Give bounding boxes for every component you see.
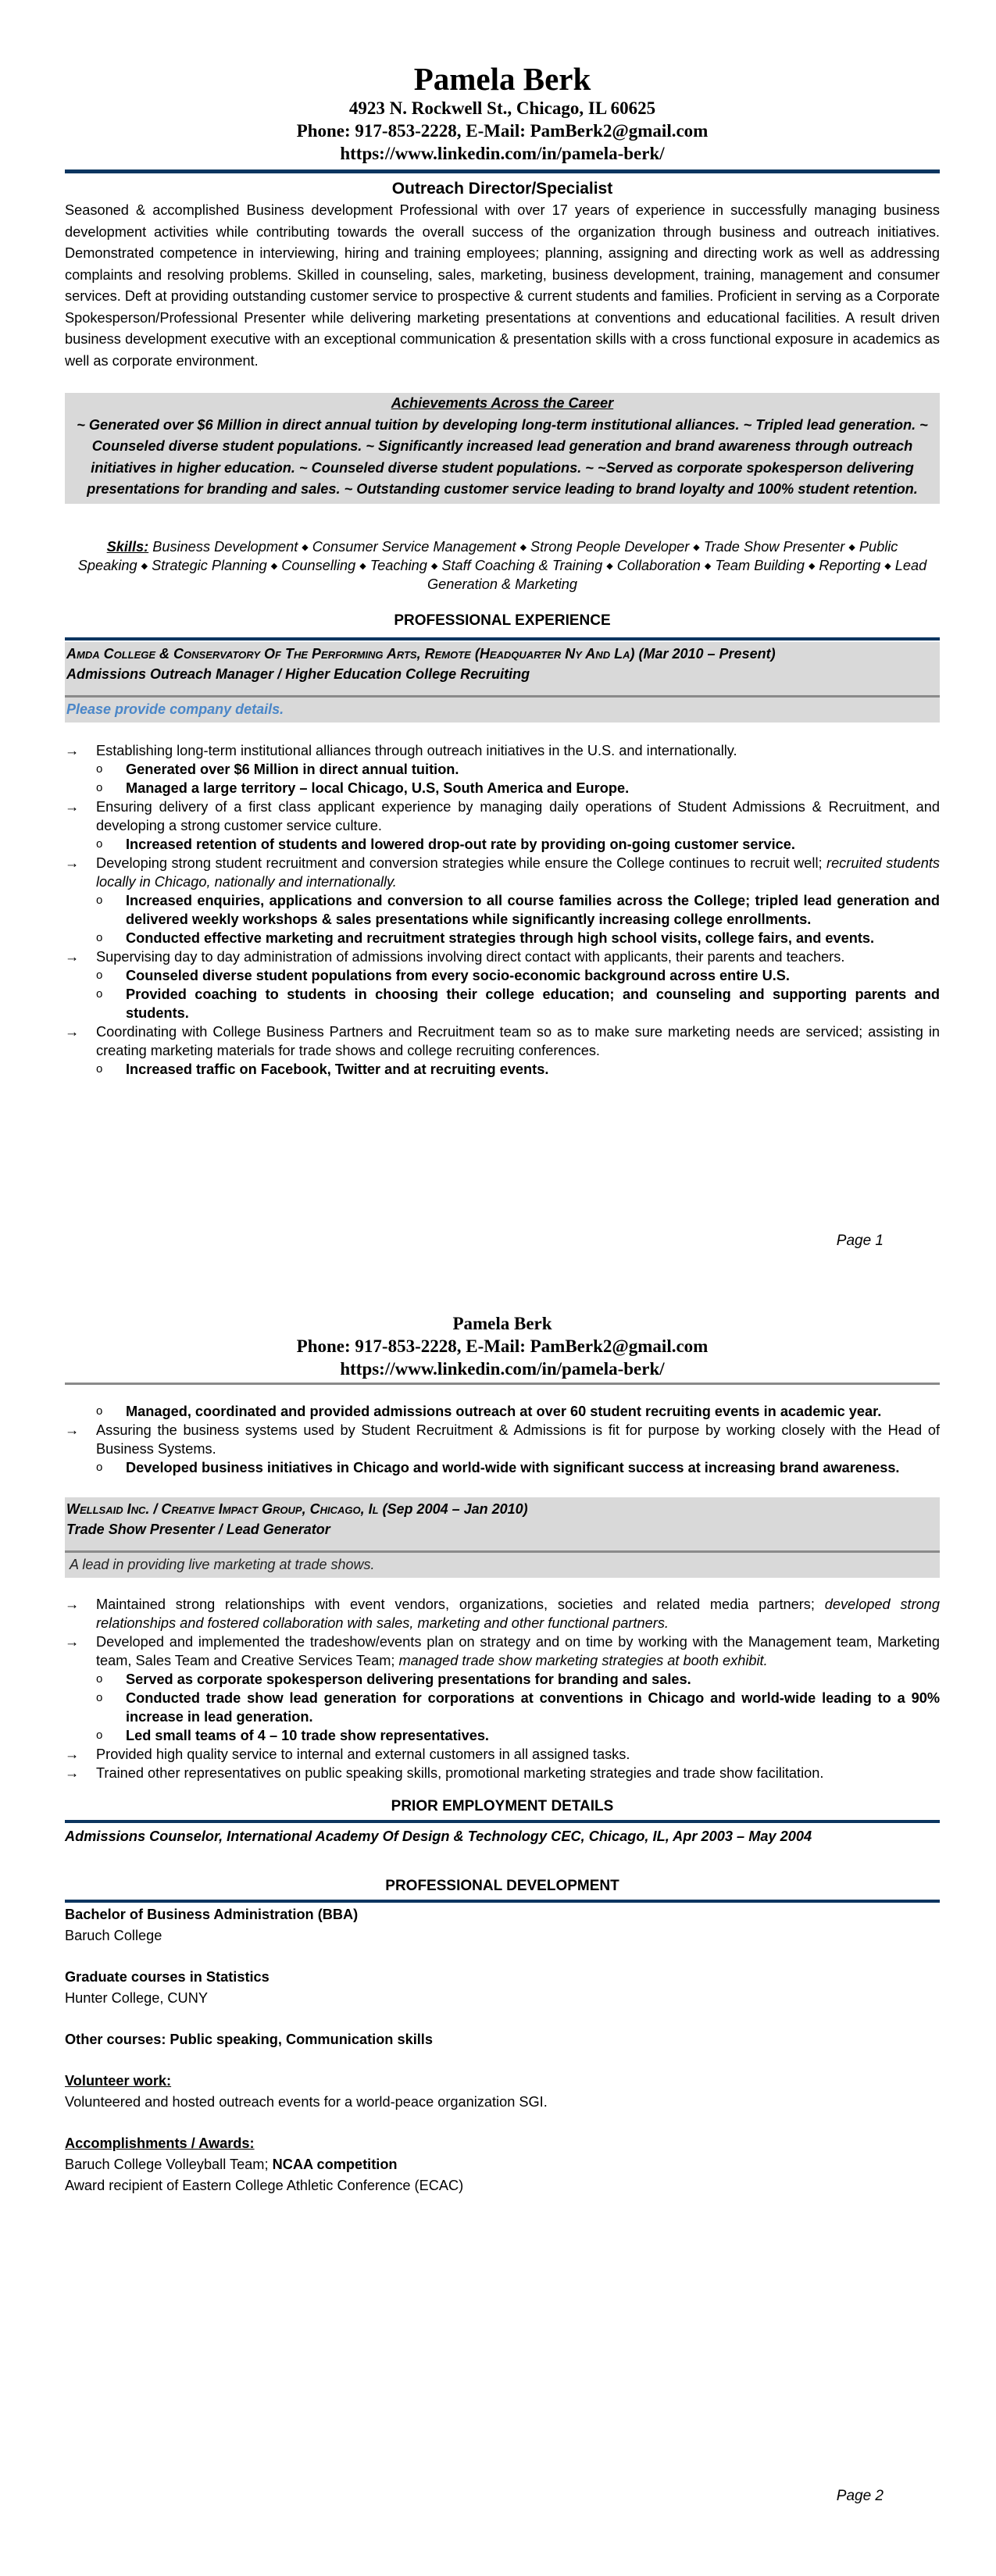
header-divider (65, 1383, 940, 1385)
resume-header (65, 61, 940, 165)
skill-separator-icon: ◆ (430, 561, 438, 571)
skill-item: Teaching (369, 557, 427, 573)
section-heading-experience: PROFESSIONAL EXPERIENCE (394, 612, 611, 629)
sub-bullet-item (96, 929, 940, 947)
bullet-italic-text: developed strong relationships and fostered collaboration with sales, marketing and other functional partners. (96, 1597, 940, 1631)
contact-info: Phone: 917-853-2228, E-Mail: PamBerk2@gmail.com (296, 121, 709, 141)
award-1-text: Baruch College Volleyball Team; (65, 2157, 273, 2172)
page-2-header (65, 1312, 940, 1380)
sub-bullet-item (96, 891, 940, 929)
section-divider (65, 1900, 940, 1903)
sub-bullet-item (96, 985, 940, 1022)
circle-bullet-icon: o (96, 987, 103, 1001)
sub-bullet-text: Increased retention of students and lowered drop-out rate by providing on-going customer service. (126, 836, 795, 852)
bullet-item (65, 1764, 940, 1782)
bullet-item (65, 1421, 940, 1477)
bullet-item (65, 1632, 940, 1745)
sub-bullet-text: Managed a large territory – local Chicago, U.S, South America and Europe. (126, 780, 630, 796)
sub-bullet-item (96, 1458, 940, 1477)
education-list (65, 1904, 940, 2196)
sub-bullet-list (96, 1402, 940, 1421)
skill-item: Business Development (152, 538, 298, 555)
skill-separator-icon: ◆ (693, 542, 700, 552)
arrow-bullet-icon: → (65, 1765, 80, 1781)
circle-bullet-icon: o (96, 1691, 103, 1704)
achievements-box (65, 393, 940, 504)
address: 4923 N. Rockwell St., Chicago, IL 60625 (348, 98, 656, 118)
skill-item: Staff Coaching & Training (441, 557, 603, 573)
skill-item: Reporting (819, 557, 881, 573)
skill-item: Trade Show Presenter (703, 538, 845, 555)
contact-info: Phone: 917-853-2228, E-Mail: PamBerk2@gmail.com (296, 1336, 709, 1356)
job-1-bullets-continued (65, 1402, 940, 1477)
sub-bullet-item (96, 966, 940, 985)
degree: Bachelor of Business Administration (BBA) (65, 1907, 359, 1922)
circle-bullet-icon: o (96, 930, 103, 944)
sub-bullet-item (96, 779, 940, 797)
arrow-bullet-icon: → (65, 798, 80, 815)
skill-separator-icon: ◆ (519, 542, 527, 552)
bullet-item (65, 1022, 940, 1079)
skill-item: Counselling (281, 557, 356, 573)
section-heading-development: PROFESSIONAL DEVELOPMENT (385, 1878, 619, 1894)
job-dates: (Sep 2004 – Jan 2010) (382, 1501, 528, 1517)
bullet-text: Supervising day to day administration of admissions involving direct contact with applicants, their parents and teachers. (96, 948, 845, 965)
sub-bullet-item (96, 1726, 940, 1745)
company-description: A lead in providing live marketing at trade shows. (65, 1553, 940, 1578)
bullet-item (65, 797, 940, 854)
header-divider (65, 169, 940, 173)
sub-bullet-text: Generated over $6 Million in direct annual tuition. (126, 761, 459, 777)
bullet-item (65, 1595, 940, 1632)
skill-item: Public Speaking (77, 538, 898, 573)
section-divider (65, 1820, 940, 1823)
prior-employment-entry: Admissions Counselor, International Academy Of Design & Technology CEC, Chicago, IL, Apr 2003 – May 2004 (65, 1829, 812, 1844)
bullet-italic-text: managed trade show marketing strategies at booth exhibit. (398, 1653, 768, 1668)
awards-heading: Accomplishments / Awards: (65, 2135, 255, 2151)
sub-bullet-item (96, 1402, 940, 1421)
other-courses: Other courses: Public speaking, Communication skills (65, 2032, 433, 2047)
arrow-bullet-icon: → (65, 1746, 80, 1762)
skill-separator-icon: ◆ (270, 561, 278, 571)
sub-bullet-item (96, 835, 940, 854)
sub-bullet-text: Provided coaching to students in choosing their college education; and counseling and supporting parents and students. (126, 986, 940, 1021)
sub-bullet-text: Increased traffic on Facebook, Twitter and at recruiting events. (126, 1061, 549, 1077)
arrow-bullet-icon: → (65, 1023, 80, 1040)
degree-school: Baruch College (65, 1928, 162, 1943)
circle-bullet-icon: o (96, 837, 103, 851)
company-description-placeholder[interactable]: Please provide company details. (65, 698, 940, 722)
skill-item: Team Building (715, 557, 805, 573)
sub-bullet-text: Conducted trade show lead generation for corporations at conventions in Chicago and world-wide leading to a 90% increase in lead generation. (126, 1690, 940, 1725)
candidate-name: Pamela Berk (413, 61, 591, 97)
bullet-text: Maintained strong relationships with event vendors, organizations, societies and related media partners; (96, 1597, 815, 1612)
bullet-text: Coordinating with College Business Partners and Recruitment team so as to make sure marketing needs are serviced; assisting in creating marketing materials for trade shows and college recruiting conferences. (96, 1023, 940, 1058)
achievements-text: ~ Generated over $6 Million in direct annual tuition by developing long-term institutional alliances. ~ Tripled lead generation. ~ Counseled diverse student populations. ~ Significantly increased lead generation and brand awareness through outreach initiatives in higher education. ~ Counseled diverse student populations. ~ ~Served as corporate spokesperson delivering presentations for branding and sales. ~ Outstanding customer service leading to brand loyalty and 100% student retention. (77, 416, 928, 497)
award-1-highlight: NCAA competition (272, 2157, 398, 2172)
circle-bullet-icon: o (96, 1404, 103, 1418)
job-header (65, 1497, 940, 1550)
award-1 (65, 2154, 940, 2175)
skill-item: Strong People Developer (530, 538, 690, 555)
circle-bullet-icon: o (96, 762, 103, 776)
skill-separator-icon: ◆ (884, 561, 891, 571)
sub-bullet-text: Developed business initiatives in Chicago and world-wide with significant success at increasing brand awareness. (126, 1460, 900, 1475)
bullet-text: Assuring the business systems used by Student Recruitment & Admissions is fit for purpose by working closely with the Head of Business Systems. (96, 1422, 940, 1457)
sub-bullet-text: Counseled diverse student populations from every socio-economic background across entire U.S. (126, 967, 790, 983)
sub-bullet-item (96, 1670, 940, 1689)
graduate-courses: Graduate courses in Statistics (65, 1969, 270, 1985)
circle-bullet-icon: o (96, 1461, 103, 1474)
linkedin-url[interactable]: https://www.linkedin.com/in/pamela-berk/ (340, 144, 665, 163)
bullet-item (65, 854, 940, 947)
job-2-bullets (65, 1595, 940, 1782)
section-divider (65, 637, 940, 640)
bullet-italic-text: recruited students locally in Chicago, nationally and internationally. (96, 855, 940, 890)
resume-page-2 (65, 1312, 940, 2504)
arrow-bullet-icon: → (65, 855, 80, 871)
arrow-bullet-icon: → (65, 948, 80, 965)
circle-bullet-icon: o (96, 1729, 103, 1742)
job-title-heading: Outreach Director/Specialist (391, 180, 613, 198)
skills-label: Skills: (106, 538, 149, 555)
sub-bullet-list (96, 835, 940, 854)
job-1-bullets (65, 741, 940, 1079)
page-number: Page 1 (836, 1233, 884, 1249)
skill-separator-icon: ◆ (808, 561, 816, 571)
sub-bullet-list (96, 1060, 940, 1079)
skill-separator-icon: ◆ (848, 542, 855, 552)
section-heading-prior: PRIOR EMPLOYMENT DETAILS (391, 1798, 614, 1814)
sub-bullet-text: Managed, coordinated and provided admissions outreach at over 60 student recruiting events in academic year. (126, 1404, 882, 1419)
skill-separator-icon: ◆ (302, 542, 309, 552)
sub-bullet-list (96, 760, 940, 797)
sub-bullet-list (96, 1458, 940, 1477)
resume-page-1 (65, 61, 940, 1249)
sub-bullet-list (96, 891, 940, 947)
job-role: Trade Show Presenter / Lead Generator (66, 1522, 330, 1537)
skill-item: Lead Generation & Marketing (427, 557, 927, 592)
bullet-item (65, 741, 940, 797)
bullet-text: Establishing long-term institutional alliances through outreach initiatives in the U.S. and internationally. (96, 742, 737, 758)
bullet-text: Developed and implemented the tradeshow/events plan on strategy and on time by working with the Management team, Marketing team, Sales Team and Creative Services Team; (96, 1634, 940, 1668)
volunteer-text: Volunteered and hosted outreach events for a world-peace organization SGI. (65, 2094, 548, 2110)
bullet-text: Ensuring delivery of a first class applicant experience by managing daily operations of Student Admissions & Recruitment, and developing a strong customer service culture. (96, 798, 940, 833)
arrow-bullet-icon: → (65, 1634, 80, 1650)
page-number: Page 2 (836, 2488, 884, 2504)
linkedin-url[interactable]: https://www.linkedin.com/in/pamela-berk/ (340, 1359, 665, 1379)
sub-bullet-item (96, 760, 940, 779)
job-dates: (Mar 2010 – Present) (638, 645, 776, 662)
arrow-bullet-icon: → (65, 1597, 80, 1612)
sub-bullet-item (96, 1060, 940, 1079)
sub-bullet-item (96, 1689, 940, 1726)
skill-separator-icon: ◆ (704, 561, 712, 571)
skill-separator-icon: ◆ (141, 561, 148, 571)
arrow-bullet-icon: → (65, 742, 80, 758)
bullet-text: Trained other representatives on public speaking skills, promotional marketing strategies and trade show facilitation. (96, 1765, 824, 1781)
arrow-bullet-icon: → (65, 1422, 80, 1438)
job-header (65, 642, 940, 695)
job-role: Admissions Outreach Manager / Higher Education College Recruiting (66, 665, 530, 682)
sub-bullet-text: Conducted effective marketing and recruitment strategies through high school visits, college fairs, and events. (126, 929, 875, 946)
professional-summary: Seasoned & accomplished Business development Professional with over 17 years of experience in successfully managing business development activities while contributing towards the overall success of the organization through business and outreach initiatives. Demonstrated competence in interviewing, hiring and training employees; planning, assigning and directing work as well as addressing complaints and resolving problems. Skilled in counseling, sales, marketing, business development, training, management and consumer services. Deft at providing outstanding customer service to prospective & current students and families. Proficient in serving as a Corporate Spokesperson/Professional Presenter while delivering marketing presentations at conventions and educational facilities. A result driven business development executive with an exceptional communication & presentation skills with a cross functional exposure in academics as well as corporate environment. (65, 202, 940, 369)
skill-item: Consumer Service Management (312, 538, 516, 555)
skill-item: Strategic Planning (152, 557, 267, 573)
sub-bullet-list (96, 966, 940, 1022)
bullet-text: Provided high quality service to internal and external customers in all assigned tasks. (96, 1746, 630, 1762)
sub-bullet-list (96, 1670, 940, 1745)
circle-bullet-icon: o (96, 968, 103, 982)
bullet-item (65, 1745, 940, 1764)
award-2: Award recipient of Eastern College Athletic Conference (ECAC) (65, 2178, 464, 2193)
circle-bullet-icon: o (96, 1061, 103, 1076)
candidate-name: Pamela Berk (452, 1314, 552, 1333)
sub-bullet-text: Led small teams of 4 – 10 trade show representatives. (126, 1728, 489, 1743)
skills-line (65, 538, 940, 594)
circle-bullet-icon: o (96, 1672, 103, 1686)
company-name: Wellsaid Inc. / Creative Impact Group, Chicago, Il (66, 1501, 379, 1517)
circle-bullet-icon: o (96, 780, 103, 794)
sub-bullet-text: Served as corporate spokesperson delivering presentations for branding and sales. (126, 1672, 691, 1687)
skill-separator-icon: ◆ (359, 561, 366, 571)
bullet-text: Developing strong student recruitment and conversion strategies while ensure the College continues to recruit well; (96, 855, 823, 871)
company-name: Amda College & Conservatory Of The Performing Arts, Remote (Headquarter Ny And La) (66, 645, 635, 662)
bullet-item (65, 947, 940, 1022)
graduate-school: Hunter College, CUNY (65, 1990, 208, 2006)
sub-bullet-text: Increased enquiries, applications and conversion to all course families across the College; tripled lead generation and delivered weekly workshops & sales presentations while significantly increasing college enrollments. (126, 892, 940, 927)
skill-separator-icon: ◆ (606, 561, 613, 571)
volunteer-heading: Volunteer work: (65, 2073, 172, 2089)
bullet-item (65, 1402, 940, 1421)
skill-item: Collaboration (616, 557, 701, 573)
achievements-heading: Achievements Across the Career (391, 395, 614, 411)
circle-bullet-icon: o (96, 893, 103, 907)
